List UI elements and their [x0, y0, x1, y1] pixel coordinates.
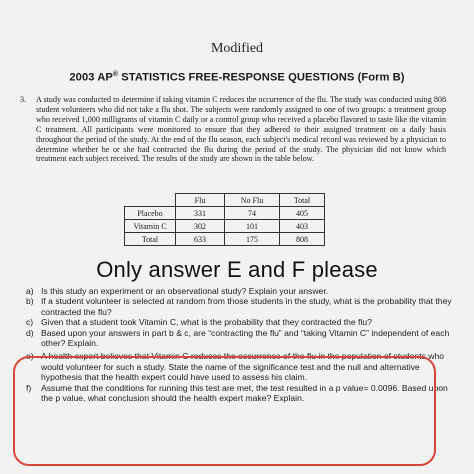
exam-title [0, 71, 474, 84]
table-corner [125, 194, 176, 207]
column-header: Total [280, 194, 325, 207]
red-highlight-outline [13, 356, 436, 466]
question-label: c) [26, 317, 34, 328]
question-label: a) [26, 286, 34, 296]
table-cell: 74 [225, 207, 280, 220]
table-cell: 302 [176, 220, 225, 233]
question-label: b) [26, 296, 34, 307]
row-label: Placebo [125, 207, 176, 220]
problem-number: 3. [20, 95, 27, 104]
question-item [26, 286, 452, 296]
exam-title-suffix: STATISTICS FREE-RESPONSE QUESTIONS (Form B) [118, 71, 405, 84]
question-label: d) [26, 327, 34, 338]
table-cell: 101 [225, 220, 280, 233]
column-header: Flu [176, 194, 225, 207]
table-cell: 175 [225, 233, 280, 246]
question-item [26, 317, 452, 327]
table-header-row [125, 194, 325, 207]
question-item [26, 328, 452, 349]
table-cell: 403 [280, 220, 325, 233]
column-header: No Flu [225, 194, 280, 207]
table-cell: 405 [280, 207, 325, 220]
instruction-banner: Only answer E and F please [96, 257, 378, 282]
table-total-row [125, 233, 325, 246]
problem-text: A study was conducted to determine if taking vitamin C reduces the occurrence of the flu. The study was conducted using 808 student volunteers who did not take a flu shot. The subjects were randomly assigned to one of two groups: a treatment group who received 1,000 milligrams of vitamin C daily or a control group who received a placebo flavored to taste like the vitamin C treatment. All participants were monitored to ensure that they adhered to their assigned treatment on a daily basis throughout the period of the study. At the end of the flu season, each subject's medical record was reviewed by a physician to determine whether he or she had contracted the flu during the period of the study. The physician did not know which treatment each subject received. The results of the study are shown in the table below. [36, 95, 446, 164]
results-table [124, 193, 325, 246]
question-text: Given that a student took Vitamin C, what is the probability that they contracted the flu? [41, 317, 372, 328]
question-text: If a student volunteer is selected at random from those students in the study, what is the probability that they contracted the flu? [41, 296, 452, 317]
table-cell: 331 [176, 207, 225, 220]
question-text: Is this study an experiment or an observational study? Explain your answer. [41, 286, 329, 296]
registered-mark: ® [112, 71, 119, 78]
table-cell: 633 [176, 233, 225, 246]
modified-label: Modified [210, 41, 264, 56]
table-row [125, 220, 325, 233]
row-label: Vitamin C [125, 220, 176, 233]
question-item [26, 296, 452, 317]
question-text: A health expert believes that Vitamin C reduces the occurrence of the flu in the population of students who would volunteer for such a study. State the name of the significance test and the null and alternative hypothesis that the health expert could have used to assess his claim. [41, 351, 445, 383]
row-label: Total [125, 233, 176, 246]
question-label: f) [26, 382, 32, 393]
question-label: e) [26, 351, 34, 362]
question-text: Assume that the conditions for running this test are met, the test resulted in a p value= 0.0096. Based upon the p value, what conclusion should the health expert make? Explain. [41, 382, 448, 404]
exam-title-prefix: 2003 AP [69, 71, 113, 84]
table-row [125, 207, 325, 220]
question-text: Based upon your answers in part b & c, are “contracting the flu” and “taking Vitamin C” independent of each other? Explain. [41, 327, 450, 349]
table-cell: 808 [280, 233, 325, 246]
